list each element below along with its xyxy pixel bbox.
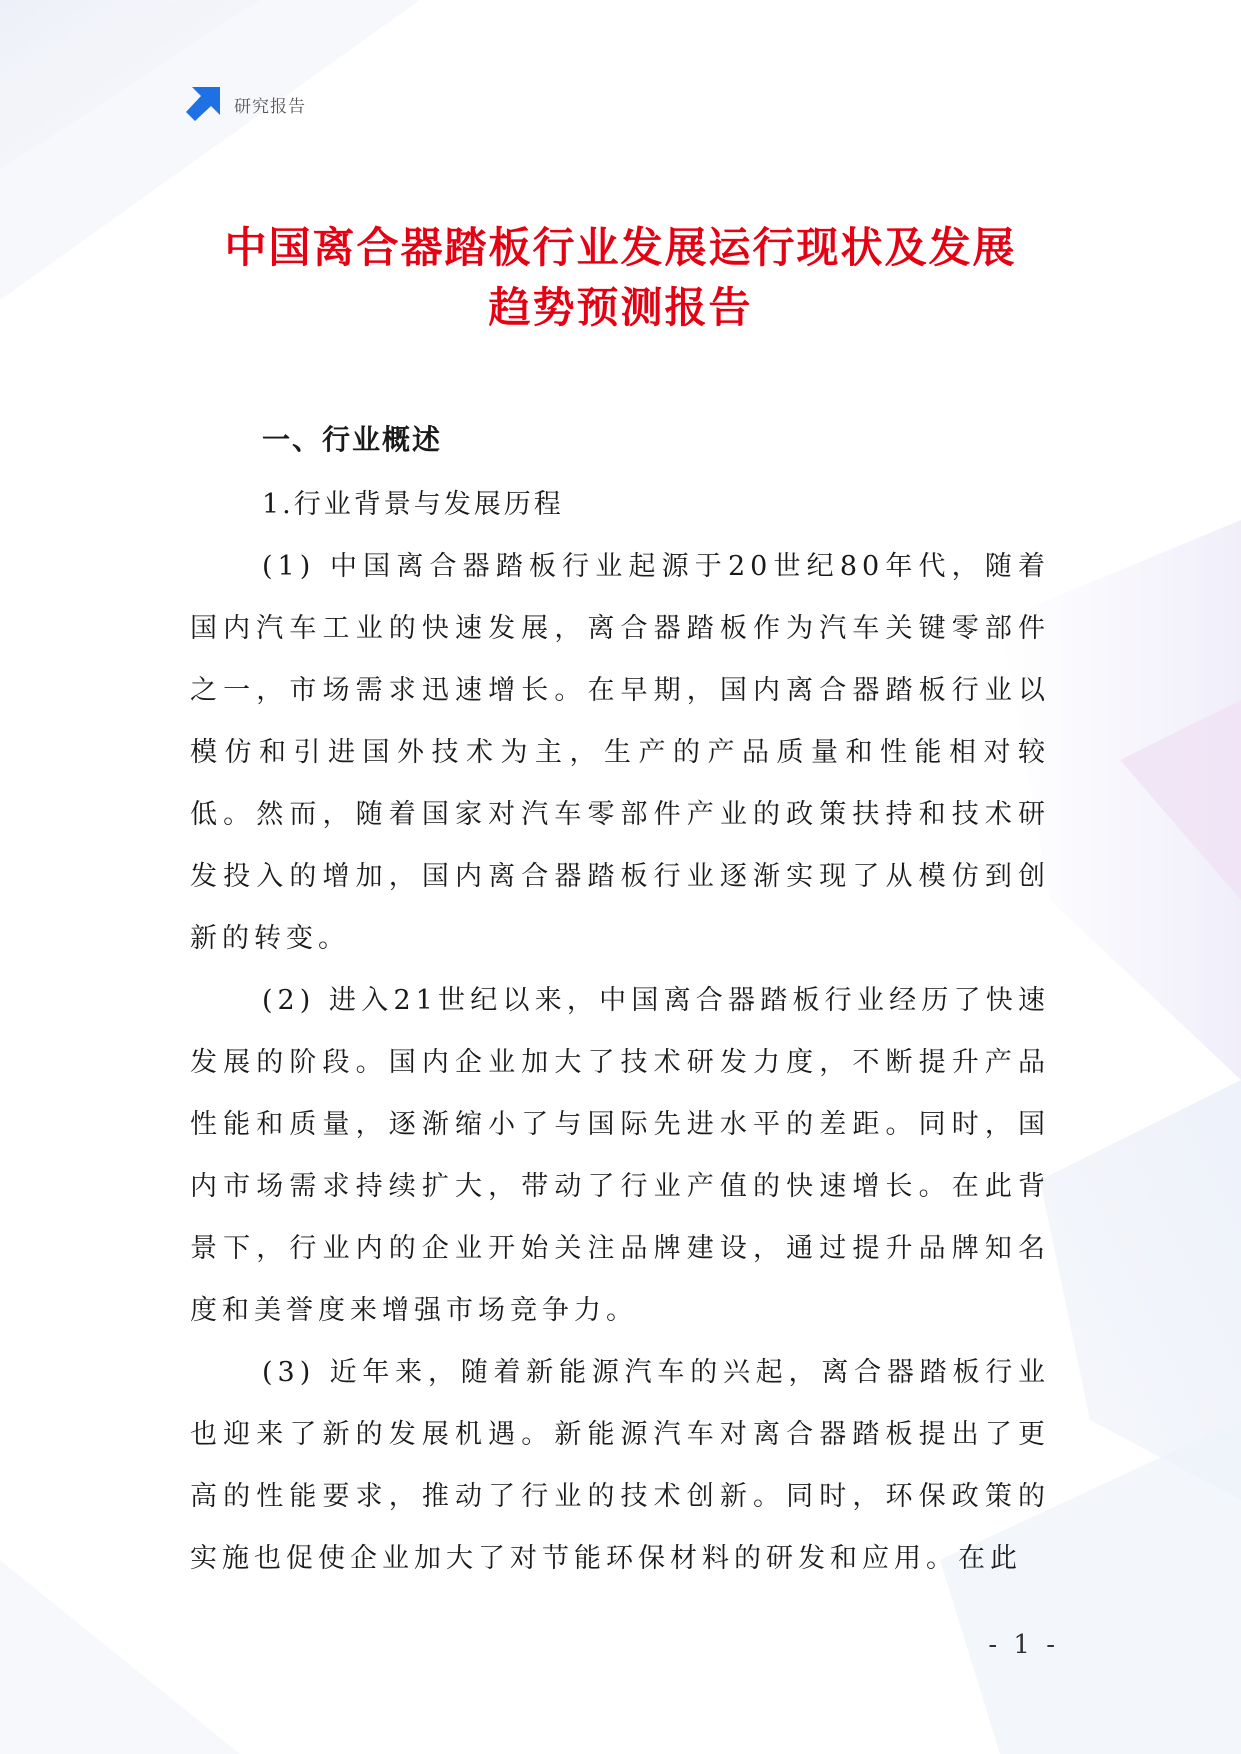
header-label: 研究报告 bbox=[234, 96, 306, 117]
paragraph-2: (2) 进入21世纪以来，中国离合器踏板行业经历了快速发展的阶段。国内企业加大了技术研发力度，不断提升产品性能和质量，逐渐缩小了与国际先进水平的差距。同时，国内市场需求持续扩大，带动了行业产值的快速增长。在此背景下，行业内的企业开始关注品牌建设，通过提升品牌知名度和美誉度来增强市场竞争力。 bbox=[190, 985, 1050, 1326]
body-text bbox=[190, 536, 1050, 1590]
subsection-heading: 1.行业背景与发展历程 bbox=[262, 489, 564, 520]
paragraph-3: (3) 近年来，随着新能源汽车的兴起，离合器踏板行业也迎来了新的发展机遇。新能源汽车对离合器踏板提出了更高的性能要求，推动了行业的技术创新。同时，环保政策的实施也促使企业加大了对节能环保材料的研发和应用。在此 bbox=[190, 1357, 1050, 1574]
title-line-1: 中国离合器踏板行业发展运行现状及发展 bbox=[224, 223, 1017, 272]
paragraph-1: (1) 中国离合器踏板行业起源于20世纪80年代，随着国内汽车工业的快速发展，离合器踏板作为汽车关键零部件之一，市场需求迅速增长。在早期，国内离合器踏板行业以模仿和引进国外技术为主，生产的产品质量和性能相对较低。然而，随着国家对汽车零部件产业的政策扶持和技术研发投入的增加，国内离合器踏板行业逐渐实现了从模仿到创新的转变。 bbox=[190, 551, 1050, 954]
document-title bbox=[150, 218, 1091, 338]
arrow-up-right-icon bbox=[186, 87, 220, 121]
report-header bbox=[186, 86, 306, 122]
title-line-2: 趋势预测报告 bbox=[488, 283, 753, 332]
page-number: - 1 - bbox=[988, 1630, 1059, 1660]
section-heading: 一、行业概述 bbox=[262, 423, 443, 456]
